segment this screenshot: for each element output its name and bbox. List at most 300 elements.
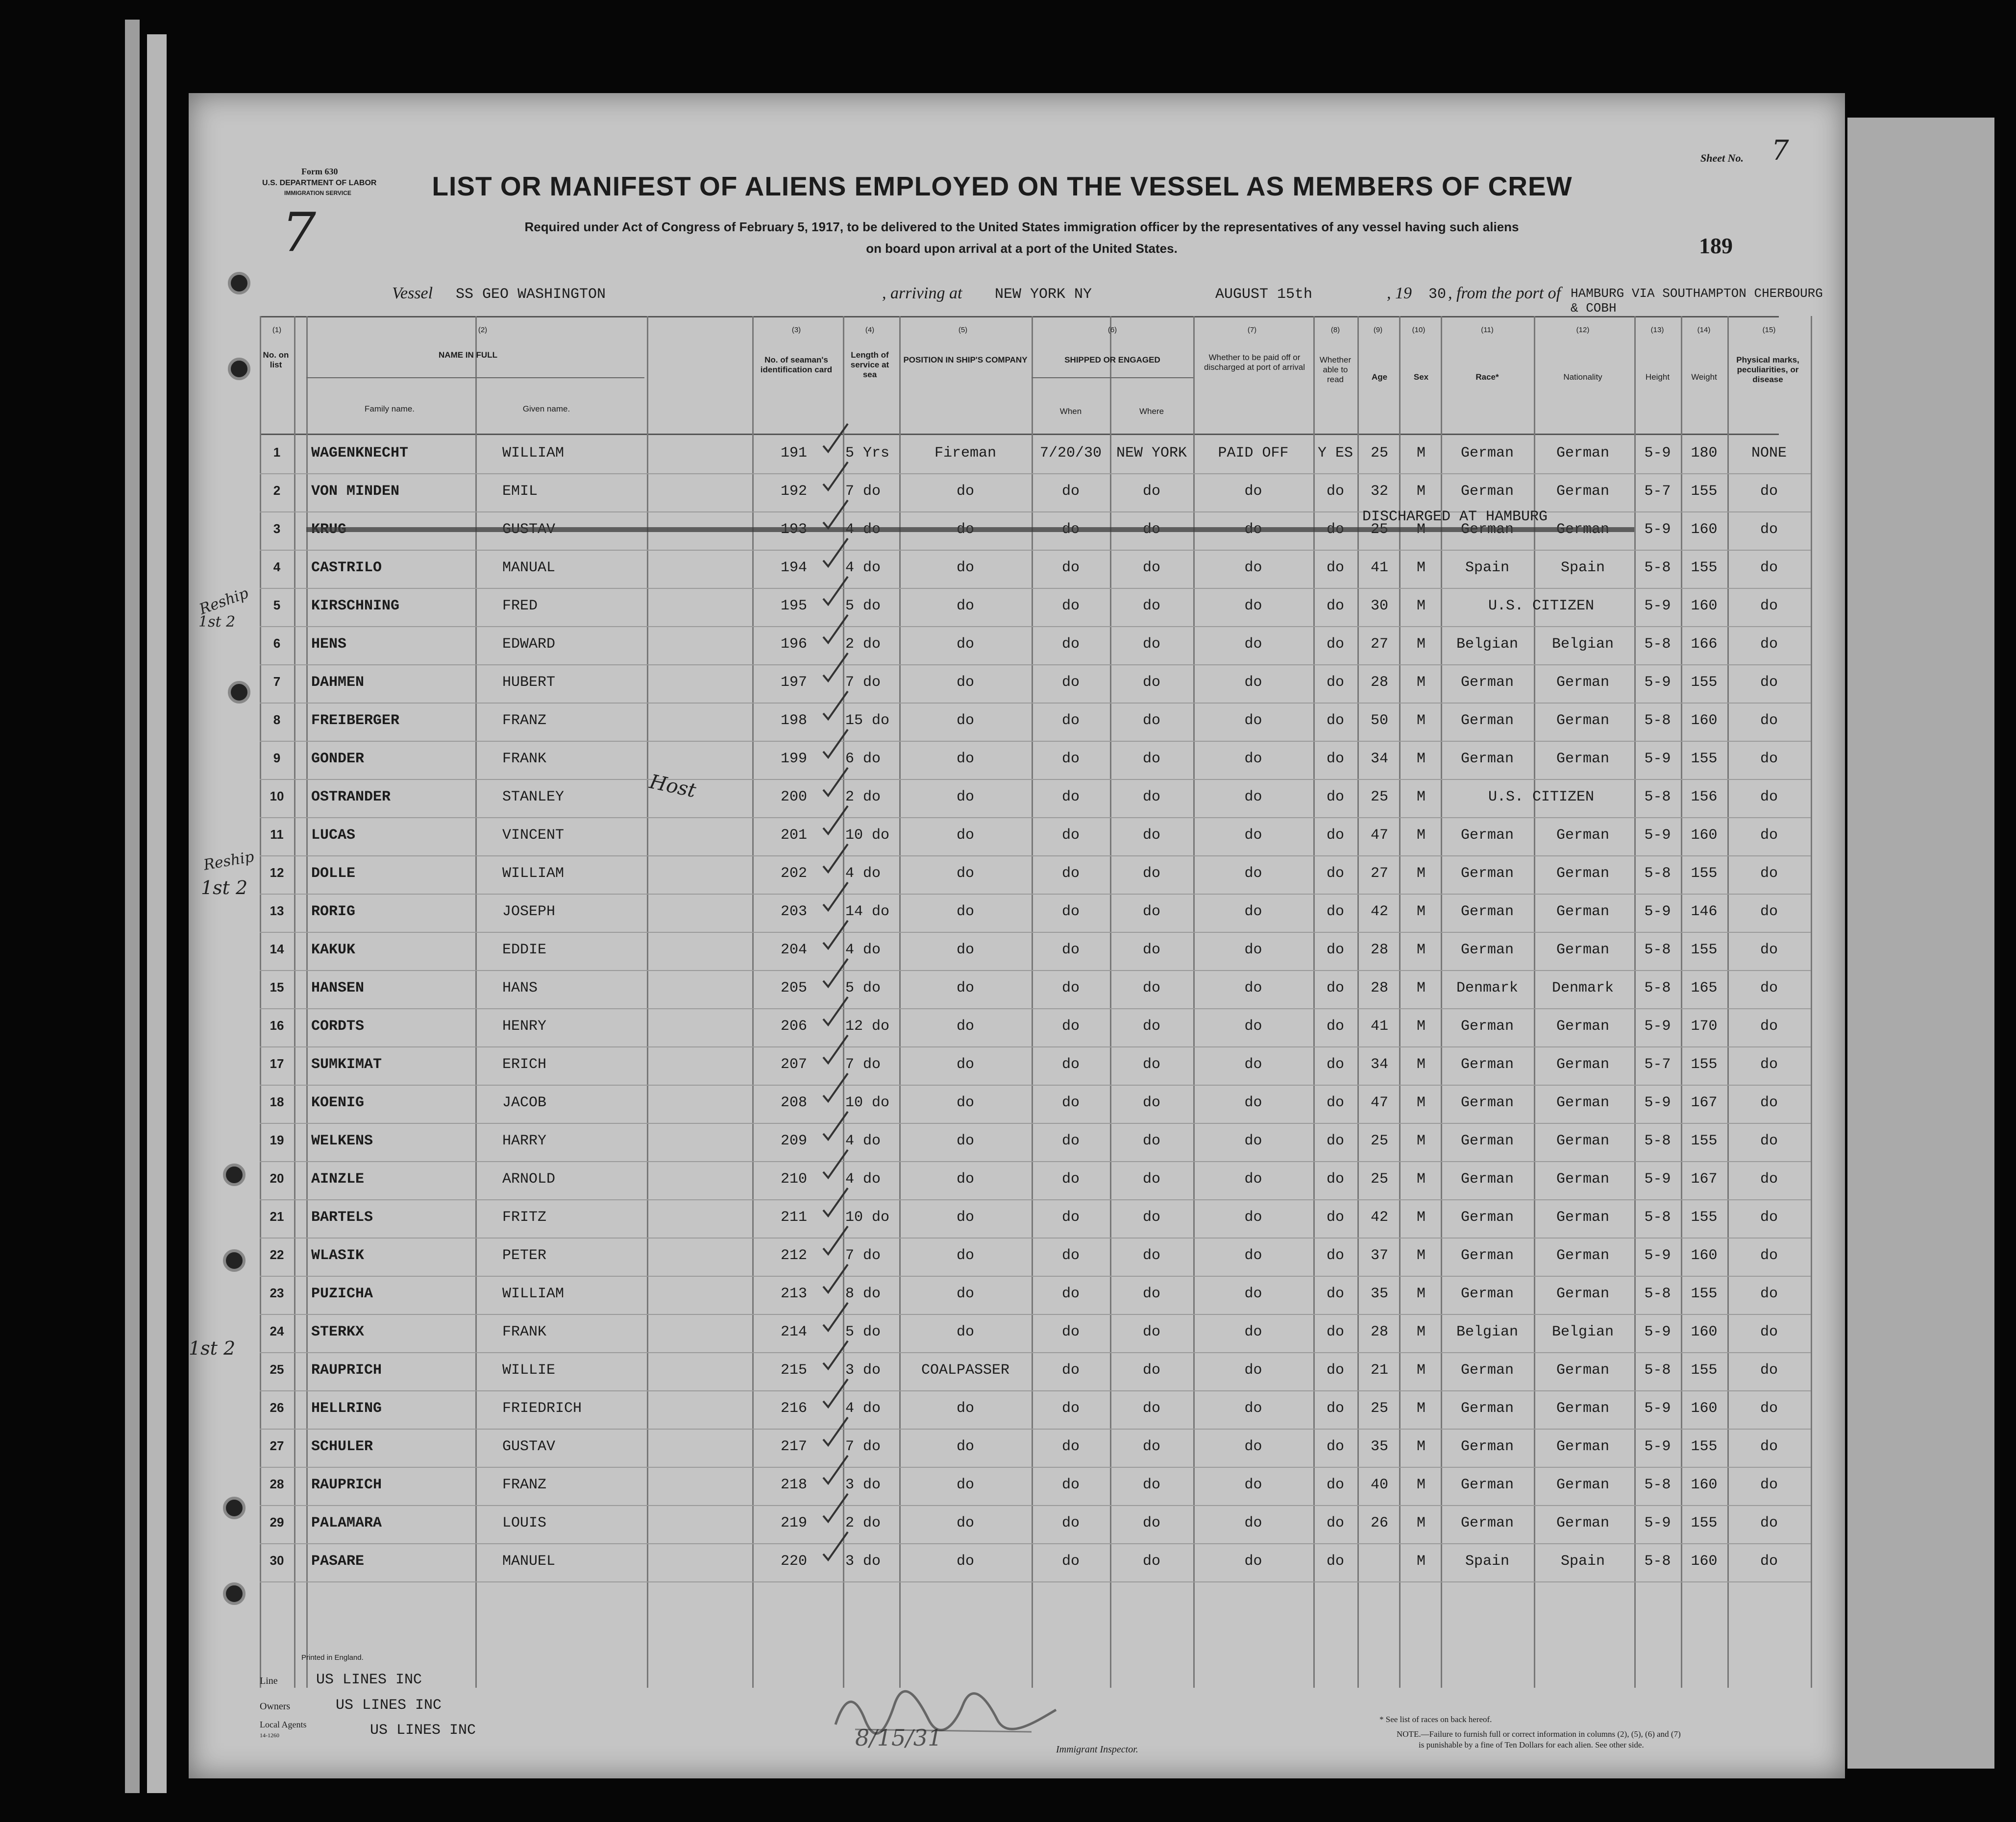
cell-no: 21 bbox=[270, 1209, 284, 1224]
strike-through-line bbox=[306, 527, 1634, 532]
cell-sex: M bbox=[1416, 865, 1426, 882]
cell-height: 5-8 bbox=[1644, 789, 1671, 805]
cell-card: 214 bbox=[780, 1324, 807, 1340]
cell-height: 5-8 bbox=[1644, 1362, 1671, 1379]
table-row bbox=[189, 933, 1845, 971]
check-mark-icon bbox=[821, 498, 850, 532]
cell-card: 210 bbox=[780, 1171, 807, 1188]
cell-position: do bbox=[956, 942, 974, 958]
cell-physical: do bbox=[1760, 865, 1778, 882]
cell-when: do bbox=[1061, 1056, 1080, 1073]
cell-no: 9 bbox=[273, 751, 281, 765]
table-row bbox=[189, 1391, 1845, 1430]
cell-weight: 160 bbox=[1691, 827, 1718, 844]
cell-paid: do bbox=[1244, 1515, 1262, 1531]
column-number: (10) bbox=[1412, 326, 1426, 334]
line-label: Line bbox=[260, 1676, 278, 1686]
cell-where: do bbox=[1142, 827, 1160, 844]
cell-family: RORIG bbox=[311, 903, 356, 920]
cell-height: 5-7 bbox=[1644, 483, 1671, 500]
cell-given: VINCENT bbox=[502, 827, 565, 844]
margin-note: 1st 2 bbox=[189, 1337, 236, 1359]
cell-read: do bbox=[1326, 1438, 1344, 1455]
cell-weight: 166 bbox=[1691, 636, 1718, 653]
check-mark-icon bbox=[821, 1262, 850, 1296]
cell-position: do bbox=[956, 674, 974, 691]
cell-no: 4 bbox=[273, 559, 281, 574]
check-mark-icon bbox=[821, 956, 850, 991]
cell-paid: do bbox=[1244, 827, 1262, 844]
cell-service: 7 do bbox=[845, 1056, 881, 1073]
cell-where: do bbox=[1142, 636, 1160, 653]
cell-weight: 156 bbox=[1691, 789, 1718, 805]
cell-nationality: U.S. CITIZEN bbox=[1488, 789, 1595, 805]
cell-height: 5-9 bbox=[1644, 827, 1671, 844]
page-edge-left bbox=[125, 20, 140, 1793]
cell-physical: NONE bbox=[1751, 445, 1787, 462]
cell-when: do bbox=[1061, 1094, 1080, 1111]
cell-position: do bbox=[956, 751, 974, 767]
header-length-service: Length of service at sea bbox=[850, 350, 889, 379]
manifest-subtitle: Required under Act of Congress of February 5, 1917, to be delivered to the United States immigration officer by the representatives of any vessel having such aliens bbox=[524, 219, 1519, 234]
cell-nationality: German bbox=[1556, 1400, 1610, 1417]
cell-sex: M bbox=[1416, 942, 1426, 958]
cell-where: do bbox=[1142, 1515, 1160, 1531]
cell-read: do bbox=[1326, 1400, 1344, 1417]
header-race: Race* bbox=[1475, 372, 1499, 382]
cell-paid: do bbox=[1244, 1400, 1262, 1417]
cell-position: Fireman bbox=[934, 445, 997, 462]
cell-sex: M bbox=[1416, 1209, 1426, 1226]
cell-weight: 167 bbox=[1691, 1171, 1718, 1188]
cell-family: CASTRILO bbox=[311, 559, 382, 576]
cell-sex: M bbox=[1416, 1171, 1426, 1188]
handwritten-note: Host bbox=[647, 770, 698, 802]
cell-age: 40 bbox=[1370, 1477, 1388, 1493]
check-mark-icon bbox=[821, 689, 850, 723]
cell-family: WLASIK bbox=[311, 1247, 365, 1264]
cell-read: do bbox=[1326, 1286, 1344, 1302]
cell-paid: do bbox=[1244, 636, 1262, 653]
cell-nationality: German bbox=[1556, 1515, 1610, 1531]
cell-family: SUMKIMAT bbox=[311, 1056, 382, 1073]
cell-paid: do bbox=[1244, 1056, 1262, 1073]
cell-no: 30 bbox=[270, 1553, 284, 1568]
cell-physical: do bbox=[1760, 1515, 1778, 1531]
cell-read: do bbox=[1326, 1247, 1344, 1264]
cell-no: 19 bbox=[270, 1133, 284, 1147]
cell-race: German bbox=[1460, 942, 1514, 958]
cell-family: STERKX bbox=[311, 1324, 365, 1340]
cell-no: 22 bbox=[270, 1247, 284, 1262]
cell-race: German bbox=[1460, 1362, 1514, 1379]
cell-nationality: German bbox=[1556, 1094, 1610, 1111]
cell-physical: do bbox=[1760, 712, 1778, 729]
cell-service: 5 do bbox=[845, 598, 881, 614]
cell-physical: do bbox=[1760, 598, 1778, 614]
cell-position: do bbox=[956, 483, 974, 500]
cell-when: do bbox=[1061, 1171, 1080, 1188]
cell-paid: do bbox=[1244, 1018, 1262, 1035]
cell-age: 27 bbox=[1370, 865, 1388, 882]
cell-sex: M bbox=[1416, 674, 1426, 691]
cell-position: do bbox=[956, 636, 974, 653]
check-mark-icon bbox=[821, 536, 850, 570]
header-id-card: No. of seaman's identification card bbox=[760, 355, 833, 374]
cell-given: FRIEDRICH bbox=[502, 1400, 582, 1417]
cell-read: do bbox=[1326, 1515, 1344, 1531]
check-mark-icon bbox=[821, 727, 850, 761]
cell-race: German bbox=[1460, 1247, 1514, 1264]
cell-nationality: German bbox=[1556, 483, 1610, 500]
cell-height: 5-9 bbox=[1644, 1018, 1671, 1035]
check-mark-icon bbox=[821, 918, 850, 952]
column-number: (7) bbox=[1247, 326, 1257, 334]
cell-family: WAGENKNECHT bbox=[311, 445, 409, 462]
cell-family: DOLLE bbox=[311, 865, 356, 882]
cell-race: German bbox=[1460, 445, 1514, 462]
table-row bbox=[189, 1124, 1845, 1162]
cell-sex: M bbox=[1416, 1056, 1426, 1073]
table-row bbox=[189, 1047, 1845, 1086]
cell-weight: 155 bbox=[1691, 1515, 1718, 1531]
cell-read: do bbox=[1326, 865, 1344, 882]
agents-value: US LINES INC bbox=[370, 1722, 476, 1739]
cell-age: 28 bbox=[1370, 674, 1388, 691]
cell-age: 42 bbox=[1370, 903, 1388, 920]
cell-sex: M bbox=[1416, 1515, 1426, 1531]
cell-age: 25 bbox=[1370, 1171, 1388, 1188]
cell-read: Y ES bbox=[1317, 445, 1353, 462]
cell-service: 2 do bbox=[845, 1515, 881, 1531]
cell-height: 5-8 bbox=[1644, 942, 1671, 958]
cell-service: 4 do bbox=[845, 942, 881, 958]
cell-card: 200 bbox=[780, 789, 807, 805]
cell-age: 50 bbox=[1370, 712, 1388, 729]
cell-sex: M bbox=[1416, 598, 1426, 614]
cell-family: PALAMARA bbox=[311, 1515, 382, 1531]
table-row bbox=[189, 1277, 1845, 1315]
cell-sex: M bbox=[1416, 483, 1426, 500]
printed-in: Printed in England. bbox=[301, 1653, 364, 1662]
page-edge-left-2 bbox=[147, 34, 167, 1793]
cell-paid: do bbox=[1244, 903, 1262, 920]
cell-race: German bbox=[1460, 1400, 1514, 1417]
cell-nationality: German bbox=[1556, 1247, 1610, 1264]
cell-nationality: German bbox=[1556, 1438, 1610, 1455]
column-number: (13) bbox=[1650, 326, 1664, 334]
cell-physical: do bbox=[1760, 1286, 1778, 1302]
cell-read: do bbox=[1326, 903, 1344, 920]
cell-when: do bbox=[1061, 1018, 1080, 1035]
cell-where: do bbox=[1142, 1553, 1160, 1570]
cell-age: 25 bbox=[1370, 1133, 1388, 1149]
table-row bbox=[189, 818, 1845, 856]
vessel-name: SS GEO WASHINGTON bbox=[456, 286, 606, 303]
arrival-date: AUGUST 15th bbox=[1215, 286, 1313, 303]
cell-paid: do bbox=[1244, 1438, 1262, 1455]
cell-height: 5-9 bbox=[1644, 598, 1671, 614]
cell-nationality: Belgian bbox=[1551, 1324, 1614, 1340]
cell-given: HUBERT bbox=[502, 674, 556, 691]
cell-height: 5-8 bbox=[1644, 1553, 1671, 1570]
cell-nationality: German bbox=[1556, 1477, 1610, 1493]
table-row bbox=[189, 1468, 1845, 1506]
cell-read: do bbox=[1326, 942, 1344, 958]
cell-height: 5-8 bbox=[1644, 865, 1671, 882]
header-weight: Weight bbox=[1691, 372, 1717, 382]
cell-read: do bbox=[1326, 559, 1344, 576]
cell-nationality: Belgian bbox=[1551, 636, 1614, 653]
check-mark-icon bbox=[821, 1300, 850, 1335]
cell-nationality: German bbox=[1556, 903, 1610, 920]
cell-when: do bbox=[1061, 865, 1080, 882]
cell-sex: M bbox=[1416, 712, 1426, 729]
cell-given: FRANK bbox=[502, 1324, 547, 1340]
cell-race: Spain bbox=[1465, 559, 1509, 576]
cell-when: do bbox=[1061, 1133, 1080, 1149]
shipped-header-divider bbox=[1032, 377, 1193, 378]
cell-age: 35 bbox=[1370, 1286, 1388, 1302]
table-row bbox=[189, 704, 1845, 742]
cell-weight: 155 bbox=[1691, 751, 1718, 767]
cell-when: do bbox=[1061, 942, 1080, 958]
cell-sex: M bbox=[1416, 827, 1426, 844]
cell-age: 28 bbox=[1370, 1324, 1388, 1340]
race-note: * See list of races on back hereof. bbox=[1379, 1715, 1492, 1724]
cell-physical: do bbox=[1760, 1247, 1778, 1264]
cell-nationality: German bbox=[1556, 1362, 1610, 1379]
cell-when: do bbox=[1061, 674, 1080, 691]
cell-physical: do bbox=[1760, 1133, 1778, 1149]
cell-when: do bbox=[1061, 1400, 1080, 1417]
cell-read: do bbox=[1326, 1477, 1344, 1493]
cell-card: 220 bbox=[780, 1553, 807, 1570]
cell-paid: do bbox=[1244, 1477, 1262, 1493]
cell-service: 15 do bbox=[845, 712, 890, 729]
cell-sex: M bbox=[1416, 1477, 1426, 1493]
cell-age: 41 bbox=[1370, 1018, 1388, 1035]
cell-card: 201 bbox=[780, 827, 807, 844]
cell-race: German bbox=[1460, 712, 1514, 729]
cell-height: 5-9 bbox=[1644, 1324, 1671, 1340]
cell-position: do bbox=[956, 1515, 974, 1531]
column-number: (12) bbox=[1576, 326, 1590, 334]
cell-weight: 155 bbox=[1691, 865, 1718, 882]
cell-weight: 155 bbox=[1691, 483, 1718, 500]
cell-position: do bbox=[956, 598, 974, 614]
cell-family: RAUPRICH bbox=[311, 1477, 382, 1493]
cell-nationality: German bbox=[1556, 1209, 1610, 1226]
cell-sex: M bbox=[1416, 1553, 1426, 1570]
cell-service: 7 do bbox=[845, 674, 881, 691]
cell-sex: M bbox=[1416, 1362, 1426, 1379]
binder-hole bbox=[228, 272, 250, 294]
cell-sex: M bbox=[1416, 1286, 1426, 1302]
cell-where: do bbox=[1142, 1438, 1160, 1455]
cell-when: do bbox=[1061, 559, 1080, 576]
cell-where: do bbox=[1142, 1209, 1160, 1226]
cell-card: 203 bbox=[780, 903, 807, 920]
cell-weight: 155 bbox=[1691, 1133, 1718, 1149]
cell-weight: 165 bbox=[1691, 980, 1718, 996]
cell-given: EDWARD bbox=[502, 636, 556, 653]
line-value: US LINES INC bbox=[316, 1672, 422, 1688]
cell-read: do bbox=[1326, 1018, 1344, 1035]
cell-weight: 160 bbox=[1691, 1553, 1718, 1570]
cell-where: do bbox=[1142, 1362, 1160, 1379]
service: IMMIGRATION SERVICE bbox=[284, 190, 351, 196]
cell-physical: do bbox=[1760, 1171, 1778, 1188]
cell-service: 5 do bbox=[845, 1324, 881, 1340]
cell-no: 26 bbox=[270, 1400, 284, 1415]
cell-race: German bbox=[1460, 1286, 1514, 1302]
cell-paid: do bbox=[1244, 1286, 1262, 1302]
cell-nationality: German bbox=[1556, 751, 1610, 767]
cell-family: PUZICHA bbox=[311, 1286, 373, 1302]
cell-read: do bbox=[1326, 1209, 1344, 1226]
cell-position: do bbox=[956, 1018, 974, 1035]
cell-card: 205 bbox=[780, 980, 807, 996]
cell-physical: do bbox=[1760, 1209, 1778, 1226]
cell-service: 10 do bbox=[845, 1209, 890, 1226]
manifest-title: LIST OR MANIFEST OF ALIENS EMPLOYED ON THE VESSEL AS MEMBERS OF CREW bbox=[432, 171, 1573, 201]
cell-nationality: German bbox=[1556, 712, 1610, 729]
cell-physical: do bbox=[1760, 1094, 1778, 1111]
cell-service: 2 do bbox=[845, 636, 881, 653]
cell-race: German bbox=[1460, 1515, 1514, 1531]
cell-service: 4 do bbox=[845, 865, 881, 882]
cell-physical: do bbox=[1760, 903, 1778, 920]
cell-weight: 160 bbox=[1691, 1477, 1718, 1493]
cell-where: do bbox=[1142, 712, 1160, 729]
cell-height: 5-9 bbox=[1644, 1171, 1671, 1188]
cell-physical: do bbox=[1760, 521, 1778, 538]
cell-service: 10 do bbox=[845, 827, 890, 844]
cell-service: 7 do bbox=[845, 1247, 881, 1264]
cell-given: GUSTAV bbox=[502, 1438, 556, 1455]
column-number: (4) bbox=[865, 326, 875, 334]
margin-note: Reship bbox=[202, 848, 256, 874]
inspector-date: 8/15/31 bbox=[855, 1725, 942, 1751]
table-row bbox=[189, 436, 1845, 474]
cell-race: German bbox=[1460, 1477, 1514, 1493]
cell-card: 213 bbox=[780, 1286, 807, 1302]
cell-where: NEW YORK bbox=[1116, 445, 1187, 462]
header-family-name: Family name. bbox=[364, 404, 415, 413]
cell-when: do bbox=[1061, 751, 1080, 767]
margin-note: Reship bbox=[197, 584, 251, 618]
cell-position: do bbox=[956, 1400, 974, 1417]
cell-when: do bbox=[1061, 1247, 1080, 1264]
check-mark-icon bbox=[821, 803, 850, 838]
cell-given: WILLIE bbox=[502, 1362, 556, 1379]
cell-physical: do bbox=[1760, 674, 1778, 691]
cell-service: 7 do bbox=[845, 1438, 881, 1455]
cell-weight: 160 bbox=[1691, 1400, 1718, 1417]
cell-family: RAUPRICH bbox=[311, 1362, 382, 1379]
column-number: (3) bbox=[791, 326, 801, 334]
cell-service: 4 do bbox=[845, 1171, 881, 1188]
cell-when: do bbox=[1061, 1477, 1080, 1493]
cell-where: do bbox=[1142, 483, 1160, 500]
cell-card: 216 bbox=[780, 1400, 807, 1417]
cell-sex: M bbox=[1416, 789, 1426, 805]
cell-age: 42 bbox=[1370, 1209, 1388, 1226]
cell-physical: do bbox=[1760, 751, 1778, 767]
cell-weight: 155 bbox=[1691, 1286, 1718, 1302]
cell-card: 198 bbox=[780, 712, 807, 729]
cell-weight: 155 bbox=[1691, 1056, 1718, 1073]
cell-sex: M bbox=[1416, 636, 1426, 653]
cell-given: EDDIE bbox=[502, 942, 547, 958]
header-no-on-list: No. on list bbox=[263, 350, 289, 369]
owners-value: US LINES INC bbox=[336, 1697, 442, 1714]
table-top-border bbox=[260, 316, 1779, 317]
cell-given: LOUIS bbox=[502, 1515, 547, 1531]
cell-nationality: German bbox=[1556, 1018, 1610, 1035]
cell-card: 196 bbox=[780, 636, 807, 653]
cell-age: 34 bbox=[1370, 751, 1388, 767]
cell-no: 14 bbox=[270, 942, 284, 956]
cell-age: 25 bbox=[1370, 1400, 1388, 1417]
header-nationality: Nationality bbox=[1563, 372, 1602, 382]
cell-family: KIRSCHNING bbox=[311, 598, 400, 614]
cell-nationality: German bbox=[1556, 1133, 1610, 1149]
cell-where: do bbox=[1142, 903, 1160, 920]
cell-read: do bbox=[1326, 1324, 1344, 1340]
cell-age: 30 bbox=[1370, 598, 1388, 614]
cell-no: 7 bbox=[273, 674, 281, 689]
cell-paid: do bbox=[1244, 865, 1262, 882]
cell-age: 26 bbox=[1370, 1515, 1388, 1531]
cell-no: 28 bbox=[270, 1477, 284, 1491]
check-mark-icon bbox=[821, 574, 850, 608]
cell-card: 191 bbox=[780, 445, 807, 462]
cell-race: German bbox=[1460, 865, 1514, 882]
cell-service: 14 do bbox=[845, 903, 890, 920]
cell-weight: 160 bbox=[1691, 521, 1718, 538]
cell-paid: do bbox=[1244, 1171, 1262, 1188]
check-mark-icon bbox=[821, 880, 850, 914]
cell-family: HANSEN bbox=[311, 980, 365, 996]
penalty-note-2: is punishable by a fine of Ten Dollars for each alien. See other side. bbox=[1419, 1740, 1644, 1749]
table-row bbox=[189, 665, 1845, 704]
margin-note: 1st 2 bbox=[198, 613, 236, 631]
cell-age: 25 bbox=[1370, 445, 1388, 462]
cell-sex: M bbox=[1416, 1324, 1426, 1340]
cell-physical: do bbox=[1760, 827, 1778, 844]
cell-when: do bbox=[1061, 1362, 1080, 1379]
cell-age: 27 bbox=[1370, 636, 1388, 653]
cell-age: 32 bbox=[1370, 483, 1388, 500]
cell-physical: do bbox=[1760, 1477, 1778, 1493]
cell-card: 192 bbox=[780, 483, 807, 500]
cell-card: 218 bbox=[780, 1477, 807, 1493]
cell-age: 25 bbox=[1370, 789, 1388, 805]
cell-where: do bbox=[1142, 1171, 1160, 1188]
cell-where: do bbox=[1142, 1133, 1160, 1149]
cell-paid: do bbox=[1244, 598, 1262, 614]
cell-physical: do bbox=[1760, 1018, 1778, 1035]
cell-position: do bbox=[956, 1438, 974, 1455]
column-number: (6) bbox=[1107, 326, 1117, 334]
cell-paid: do bbox=[1244, 1553, 1262, 1570]
cell-service: 8 do bbox=[845, 1286, 881, 1302]
cell-weight: 155 bbox=[1691, 559, 1718, 576]
table-row bbox=[189, 742, 1845, 780]
departure-port: HAMBURG VIA SOUTHAMPTON CHERBOURG & COBH bbox=[1571, 286, 1823, 316]
